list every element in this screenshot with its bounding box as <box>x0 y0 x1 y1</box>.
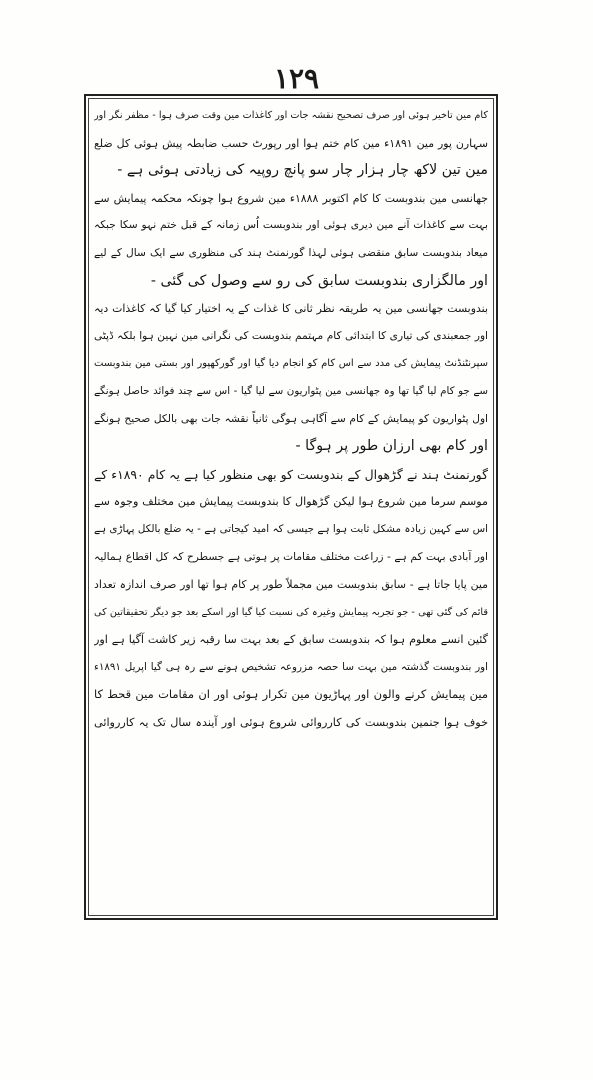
page-number: ١٢٩ <box>273 62 320 95</box>
text-line: سے جو کام لیا گیا تھا وہ جھانسی مین پٹواریون سے لیا گیا - اس سے چند فوائد حاصل ہونگے <box>94 384 488 397</box>
text-line: سپرنٹنڈنٹ پیمایش کی مدد سے اس کام کو انجام دیا گیا اور گورکھپور اور بستی مین بندوبست <box>94 358 488 370</box>
text-line: مین تین لاکھ چار ہزار چار سو پانچ روپیہ کی زیادتی ہوئی ہے - <box>117 162 488 179</box>
text-line: مین پایا جاتا ہے - سابق بندوبست مین مجملاً طور پر کام ہوا تھا اور صرف اندازہ تعداد <box>94 578 488 592</box>
text-line: موسم سرما مین شروع ہوا لیکن گڑھوال کا بندوبست پیمایش مین مختلف وجوہ سے <box>94 495 488 509</box>
text-line: میعاد بندوبست سابق منقضی ہوئی لہذا گورنمنٹ ہند کی منظوری سے ایک سال کے لیے <box>94 246 488 259</box>
paragraph <box>94 185 488 295</box>
text-line: گورنمنٹ ہند نے گڑھوال کے بندوبست کو بھی منظور کیا ہے یہ کام ۱۸۹۰ء کے <box>94 466 488 482</box>
page-body-text <box>94 102 488 912</box>
text-line: اور مالگزاری بندوبست سابق کی رو سے وصول کی گئی - <box>150 272 488 289</box>
text-line: قائم کی گئی تھی - جو تجربہ پیمایش وغیرہ کی نسبت کیا گیا اور اسکے بعد جو دیگر تحقیقاتین کی <box>94 606 488 618</box>
text-line: جھانسی مین بندوبست کا کام اکتوبر ۱۸۸۸ء مین شروع ہوا چونکہ محکمہ پیمایش سے <box>94 191 488 205</box>
text-line: اور آبادی بہت کم ہے - زراعت مختلف مقامات پر ہوتی ہے جسطرح کہ کل اقطاع ہمالیہ <box>94 550 488 563</box>
text-line: اور کام بھی ارزان طور پر ہوگا - <box>295 438 488 455</box>
text-line: مین پیمایش کرنے والون اور پہاڑیون مین تکرار ہوئی اور ان مقامات مین قحط کا <box>94 687 488 702</box>
paragraph <box>94 461 488 737</box>
text-line: اور بندوبست گذشتہ مین بہت سا حصہ مزروعہ تشخیص ہونے سے رہ ہی گیا اپریل ۱۸۹۱ء <box>94 660 488 673</box>
text-line: اول پٹواریون کو پیمایش کے کام سے آگاہی ہوگی ثانیاً نقشہ جات بھی بالکل صحیح ہونگے <box>94 412 488 425</box>
paragraph <box>94 102 488 185</box>
text-line: بہت سے کاغذات آنے مین دیری ہوئی اور بندوبست اُس زمانہ کے قبل ختم نہو سکا جبکہ <box>94 219 488 232</box>
text-line: اس سے کہین زیادہ مشکل ثابت ہوا ہے جیسی کہ امید کیجاتی ہے - یہ ضلع بالکل پہاڑی ہے <box>94 522 488 535</box>
paragraph <box>94 295 488 461</box>
text-frame <box>84 94 498 920</box>
text-line: بندوبست جھانسی مین یہ طریقہ نظر ثانی کا غذات کے یہ اختیار کیا گیا کہ کاغذات دیہ <box>94 302 488 316</box>
text-line: اور جمعبندی کی تیاری کا ابتدائی کام مہتمم بندوبست کی نگرانی مین نہین ہوا بلکہ ڈپٹی <box>94 329 488 342</box>
text-line: کام مین تاخیر ہوئی اور صرف تصحیح نقشہ جات اور کاغذات مین وقت صرف ہوا - مظفر نگر اور <box>94 110 488 121</box>
text-line: خوف ہوا جنمین بندوبست کی کارروائی شروع ہوئی اور آیندہ سال تک یہ کارروائی <box>94 716 488 730</box>
text-line: سہارن پور مین ۱۸۹۱ء مین کام ختم ہوا اور رپورٹ حسب ضابطہ پیش ہوئی کل ضلع <box>94 136 488 150</box>
text-line: گئین انسے معلوم ہوا کہ بندوبست سابق کے بعد بہت سا رقبہ زیر کاشت آگیا ہے اور <box>94 633 488 647</box>
